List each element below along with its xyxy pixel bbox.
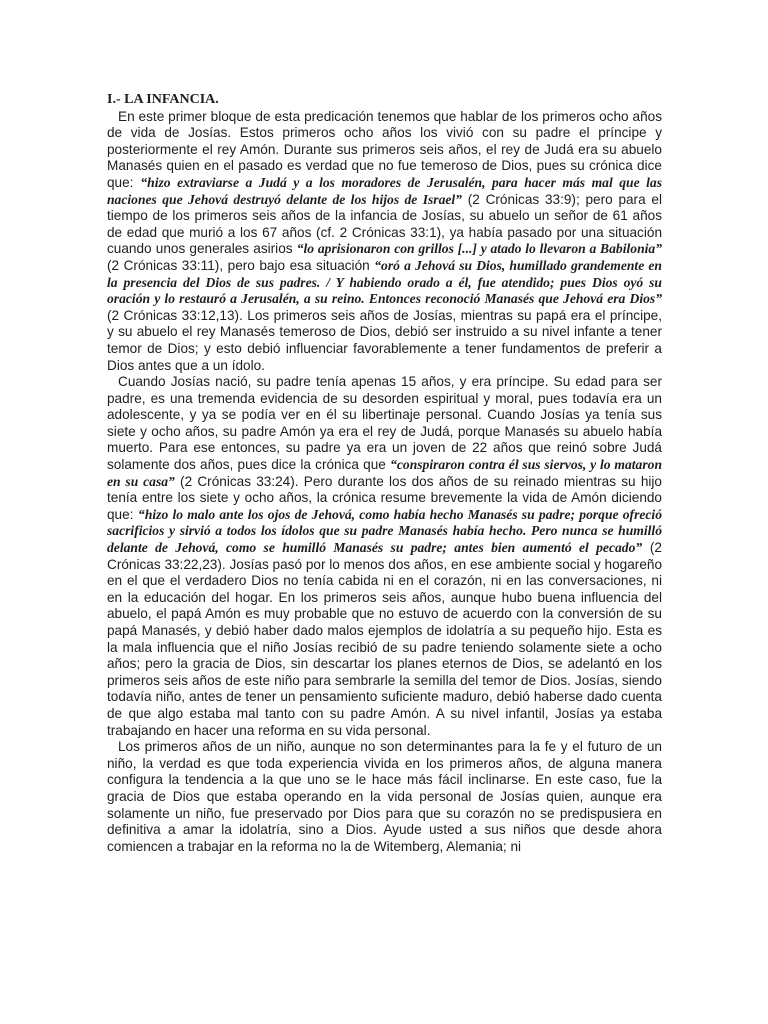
paragraph-text: (2 Crónicas 33:24). Pero durante los dos años de su reinado mientras su hijo tenía entre los siete y ocho años, la crónica resume brevemente la vida de Amón diciendo que:	[107, 473, 662, 522]
section-heading: I.- LA INFANCIA.	[107, 92, 219, 107]
body-paragraph	[107, 109, 662, 375]
paragraph-text: Cuando Josías nació, su padre tenía apenas 15 años, y era príncipe. Su edad para ser padre, es una tremenda evidencia de su desorden espiritual y moral, pues todavía era un adolescente, y ya se podía ver en él su libertinaje personal. Cuando Josías ya tenía sus siete y ocho años, su padre Amón ya era el rey de Judá, porque Manasés su abuelo había muerto. Para ese entonces, su padre ya era un joven de 22 años que reinó sobre Judá solamente dos años, pues dice la crónica que	[107, 374, 662, 473]
paragraph-text: En este primer bloque de esta predicación tenemos que hablar de los primeros ocho años de vida de Josías. Estos primeros ocho años los vivió con su padre el príncipe y posteriormente el rey Amón. Durante sus primeros seis años, el rey de Judá era su abuelo Manasés quien en el pasado es verdad que no fue temeroso de Dios, pues su crónica dice que:	[107, 108, 662, 190]
scripture-quote: “lo aprisionaron con grillos [...] y atado lo llevaron a Babilonia”	[296, 241, 662, 257]
paragraph-text: Los primeros años de un niño, aunque no son determinantes para la fe y el futuro de un niño, la verdad es que toda experiencia vivida en los primeros años, de alguna manera configura la tendencia a la que uno se le hace más fácil inclinarse. En este caso, fue la gracia de Dios que estaba operando en la vida personal de Josías quien, aunque era solamente un niño, fue preservado por Dios para que su corazón no se predispusiera en definitiva a amar la idolatría, sino a Dios. Ayude usted a sus niños que desde ahora comiencen a trabajar en la reforma no la de Witemberg, Alemania; ni	[107, 739, 662, 854]
body-paragraph	[107, 739, 662, 855]
scripture-quote: “oró a Jehová su Dios, humillado grandemente en la presencia del Dios de sus padres. / Y habiendo orado a él, fue atendido; pues Dios oyó su oración y lo restauró a Jerusalén, a su reino. Entonces reconoció Manasés que Jehová era Dios”	[107, 257, 662, 307]
body-text	[107, 109, 662, 856]
paragraph-text: (2 Crónicas 33:12,13). Los primeros seis años de Josías, mientras su papá era el príncipe, y su abuelo el rey Manasés temeroso de Dios, debió ser instruido a su nivel infante a tener temor de Dios; y esto debió influenciar favorablemente a tener fundamentos de preferir a Dios antes que a un ídolo.	[107, 307, 662, 373]
document-page	[107, 92, 662, 855]
scripture-quote: “conspiraron contra él sus siervos, y lo mataron en su casa”	[107, 457, 662, 489]
paragraph-text: (2 Crónicas 33:11), pero bajo esa situación	[107, 257, 375, 273]
body-paragraph	[107, 374, 662, 739]
paragraph-text: (2 Crónicas 33:22,23). Josías pasó por lo menos dos años, en ese ambiente social y hogareño en el que el verdadero Dios no tenía cabida ni en el corazón, ni en las conversaciones, ni en la educación del hogar. En los primeros seis años, aunque hubo buena influencia del abuelo, el papá Amón es muy probable que no estuvo de acuerdo con la conversión de su papá Manasés, y debió haber dado malos ejemplos de idolatría a su pequeño hijo. Esta es la mala influencia que el niño Josías recibió de su padre teniendo solamente siete a ocho años; pero la gracia de Dios, sin descartar los planes eternos de Dios, se adelantó en los primeros seis años de este niño para sembrarle la semilla del temor de Dios. Josías, siendo todavía niño, antes de tener un pensamiento suficiente maduro, debió haberse dado cuenta de que algo estaba mal tanto con su padre Amón. A su nivel infantil, Josías ya estaba trabajando en hacer una reforma en su vida personal.	[107, 540, 662, 738]
paragraph-text: (2 Crónicas 33:9); pero para el tiempo de los primeros seis años de la infancia de Josías, su abuelo un señor de 61 años de edad que murió a los 67 años (cf. 2 Crónicas 33:1), ya había pasado por una situación cuando unos generales asirios	[107, 191, 662, 257]
scripture-quote: “hizo extraviarse a Judá y a los moradores de Jerusalén, para hacer más mal que las naciones que Jehová destruyó delante de los hijos de Israel”	[107, 174, 662, 207]
scripture-quote: “hizo lo malo ante los ojos de Jehová, como había hecho Manasés su padre; porque ofreció sacrificios y sirvió a todos los ídolos que su padre Manasés había hecho. Pero nunca se humilló delante de Jehová, como se humilló Manasés su padre; antes bien aumentó el pecado”	[107, 506, 662, 556]
